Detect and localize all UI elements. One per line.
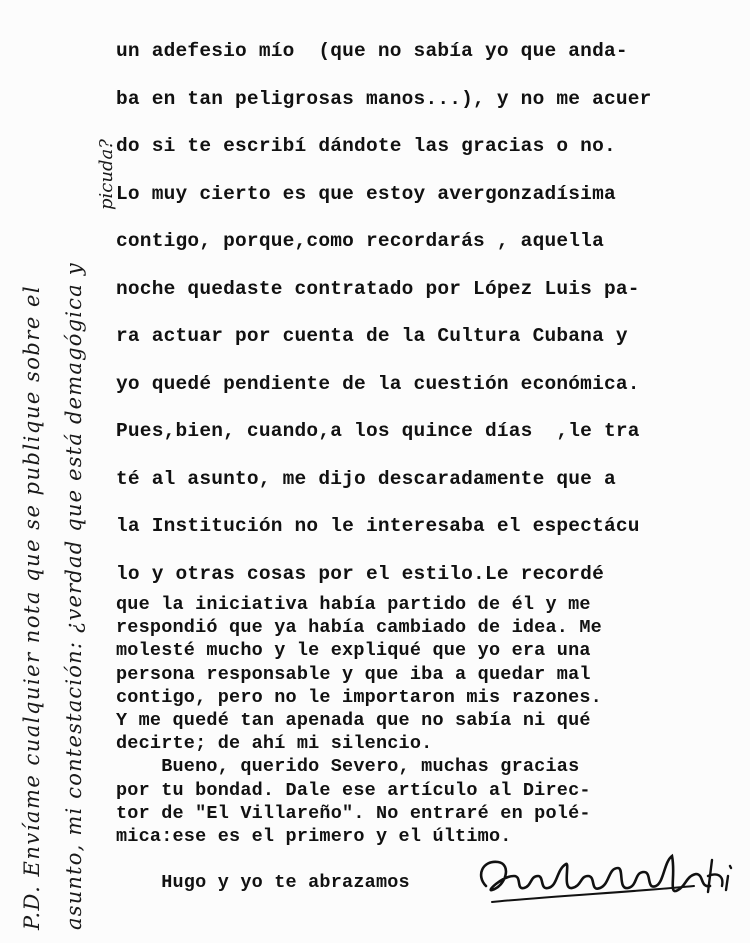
letter-line: Hugo y yo te abrazamos — [116, 872, 410, 894]
letter-line: Bueno, querido Severo, muchas gracias — [116, 756, 580, 778]
letter-line: por tu bondad. Dale ese artículo al Direc- — [116, 779, 591, 801]
letter-line: decirte; de ahí mi silencio. — [116, 733, 433, 755]
letter-line: Pues,bien, cuando,a los quince días ,le tra — [116, 420, 640, 442]
letter-line: un adefesio mío (que no sabía yo que anda- — [116, 40, 628, 62]
handwritten-signature — [472, 846, 742, 916]
letter-line: ra actuar por cuenta de la Cultura Cubana y — [116, 325, 628, 347]
letter-line: Y me quedé tan apenada que no sabía ni qué — [116, 710, 591, 731]
letter-line: tor de "El Villareño". No entraré en polé- — [116, 802, 591, 824]
letter-line: respondió que ya había cambiado de idea. Me — [116, 617, 602, 639]
letter-line: contigo, pero no le importaron mis razones. — [116, 686, 602, 708]
letter-line: que la iniciativa había partido de él y me — [116, 594, 591, 615]
letter-line: persona responsable y que iba a quedar mal — [116, 663, 591, 685]
letter-line: Lo muy cierto es que estoy avergonzadísima — [116, 182, 616, 205]
letter-line: yo quedé pendiente de la cuestión económica. — [116, 372, 640, 395]
margin-note-line-2: asunto, mi contestación: ¿verdad que está demagógica y — [62, 262, 86, 930]
letter-line: noche quedaste contratado por López Luis pa- — [116, 277, 640, 300]
letter-line: lo y otras cosas por el estilo.Le recordé — [116, 562, 604, 585]
letter-line: la Institución no le interesaba el espectácu — [116, 515, 640, 537]
margin-note-line-1: P.D. Envíame cualquier nota que se publique sobre el — [20, 284, 44, 930]
letter-line: molesté mucho y le expliqué que yo era una — [116, 640, 591, 662]
letter-line: do si te escribí dándote las gracias o no. — [116, 135, 616, 157]
letter-line: ba en tan peligrosas manos...), y no me acuer — [116, 87, 652, 110]
margin-note-line-3: picuda? — [96, 139, 117, 210]
letter-line: mica:ese es el primero y el último. — [116, 826, 512, 847]
letter-line: té al asunto, me dijo descaradamente que a — [116, 467, 616, 490]
letter-line: contigo, porque,como recordarás , aquella — [116, 230, 604, 252]
